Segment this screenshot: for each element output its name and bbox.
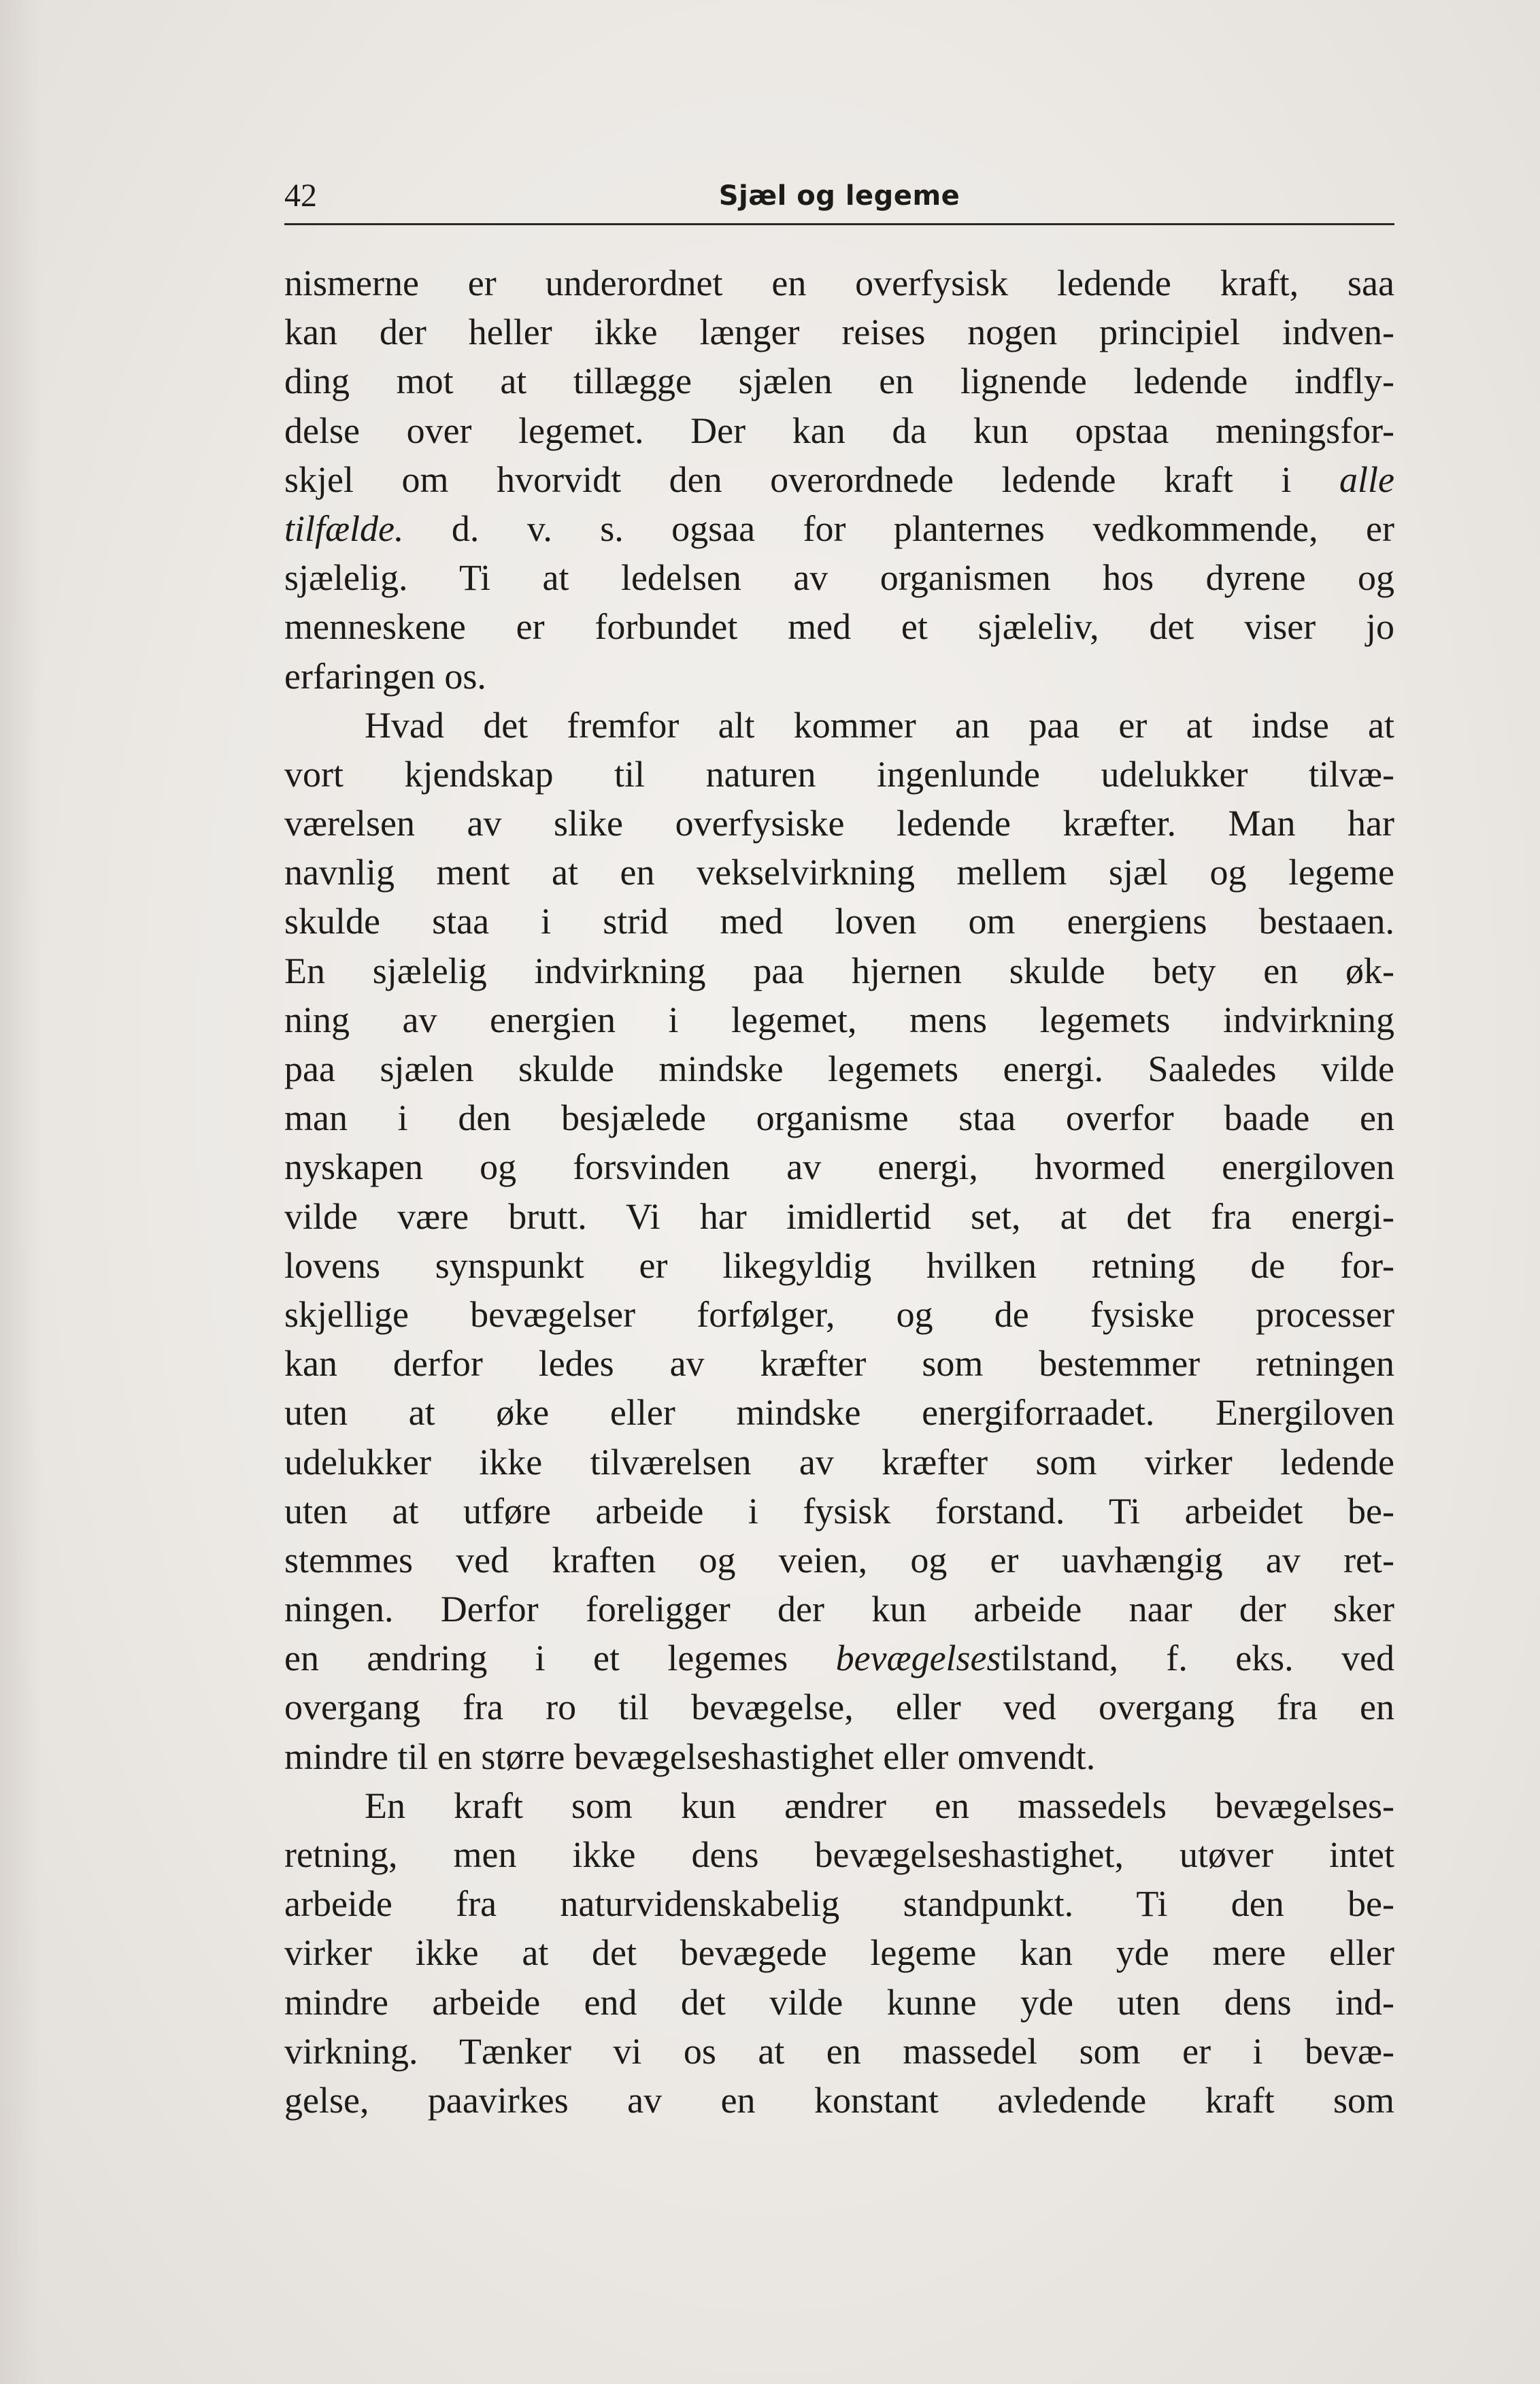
text-fragment: d. v. s. ogsaa for planternes vedkommende, er	[403, 508, 1394, 549]
text-line: ding mot at tillægge sjælen en lignende ledende indfly-	[284, 361, 1394, 402]
body-text	[284, 259, 1394, 2125]
text-line: kan derfor ledes av kræfter som bestemmer retningen	[284, 1343, 1394, 1385]
text-line	[284, 504, 1394, 553]
text-fragment: skjel om hvorvidt den overordnede ledende kraft i	[284, 459, 1340, 500]
text-line: retning, men ikke dens bevægelseshastighet, utøver intet	[284, 1834, 1394, 1875]
text-line: stemmes ved kraften og veien, og er uavhængig av ret-	[284, 1539, 1394, 1580]
page-number: 42	[284, 178, 317, 214]
text-line: uten at øke eller mindske energiforraadet. Energiloven	[284, 1392, 1394, 1434]
text-line: skjellige bevægelser forfølger, og de fysiske processer	[284, 1293, 1394, 1335]
text-fragment: tilstand, f. eks. ved	[1001, 1638, 1394, 1679]
text-line: værelsen av slike overfysiske ledende kræfter. Man har	[284, 803, 1394, 844]
header-rule	[284, 223, 1394, 225]
text-line: sjælelig. Ti at ledelsen av organismen hos dyrene og	[284, 557, 1394, 599]
text-line: lovens synspunkt er likegyldig hvilken retning de for-	[284, 1244, 1394, 1286]
text-line: erfaringen os.	[284, 655, 486, 697]
text-line: ning av energien i legemet, mens legemets indvirkning	[284, 999, 1394, 1040]
text-line: vort kjendskap til naturen ingenlunde udelukker tilvæ-	[284, 753, 1394, 795]
text-line: overgang fra ro til bevægelse, eller ved overgang fra en	[284, 1687, 1394, 1728]
text-line: skulde staa i strid med loven om energiens bestaaen.	[284, 901, 1394, 942]
text-line: Hvad det fremfor alt kommer an paa er at indse at	[365, 704, 1394, 746]
text-line: mindre arbeide end det vilde kunne yde uten dens ind-	[284, 1981, 1394, 2023]
text-line	[284, 1634, 1394, 1683]
text-line: delse over legemet. Der kan da kun opstaa meningsfor-	[284, 410, 1394, 451]
text-line: En kraft som kun ændrer en massedels bevægelses-	[365, 1785, 1394, 1826]
text-line: menneskene er forbundet med et sjæleliv, det viser jo	[284, 606, 1394, 648]
text-line: navnlig ment at en vekselvirkning mellem sjæl og legeme	[284, 852, 1394, 893]
text-line	[284, 455, 1394, 504]
text-line: uten at utføre arbeide i fysisk forstand. Ti arbeidet be-	[284, 1490, 1394, 1532]
text-line: paa sjælen skulde mindske legemets energi. Saaledes vilde	[284, 1048, 1394, 1089]
page-header	[284, 171, 1394, 220]
text-line: man i den besjælede organisme staa overfor baade en	[284, 1097, 1394, 1139]
text-line: ningen. Derfor foreligger der kun arbeide naar der sker	[284, 1589, 1394, 1630]
text-line: nismerne er underordnet en overfysisk ledende kraft, saa	[284, 263, 1394, 303]
text-line: gelse, paavirkes av en konstant avledende kraft som	[284, 2079, 1394, 2121]
text-line: arbeide fra naturvidenskabelig standpunkt. Ti den be-	[284, 1883, 1394, 1925]
emphasis-text: bevægelses	[835, 1638, 1001, 1679]
text-line: virker ikke at det bevægede legeme kan yde mere eller	[284, 1932, 1394, 1974]
text-line: vilde være brutt. Vi har imidlertid set, at det fra energi-	[284, 1195, 1394, 1237]
text-line: kan der heller ikke længer reises nogen principiel indven-	[284, 312, 1394, 353]
text-line: En sjælelig indvirkning paa hjernen skulde bety en øk-	[284, 950, 1394, 991]
running-title: Sjæl og legeme	[718, 180, 960, 212]
text-line: nyskapen og forsvinden av energi, hvormed energiloven	[284, 1146, 1394, 1188]
emphasis-text: alle	[1339, 459, 1394, 500]
text-line: udelukker ikke tilværelsen av kræfter som virker ledende	[284, 1441, 1394, 1483]
text-line: virkning. Tænker vi os at en massedel som er i bevæ-	[284, 2030, 1394, 2072]
text-line: mindre til en større bevægelseshastighet eller omvendt.	[284, 1736, 1096, 1777]
emphasis-text: tilfælde.	[284, 508, 404, 549]
text-fragment: en ændring i et legemes	[284, 1638, 836, 1679]
